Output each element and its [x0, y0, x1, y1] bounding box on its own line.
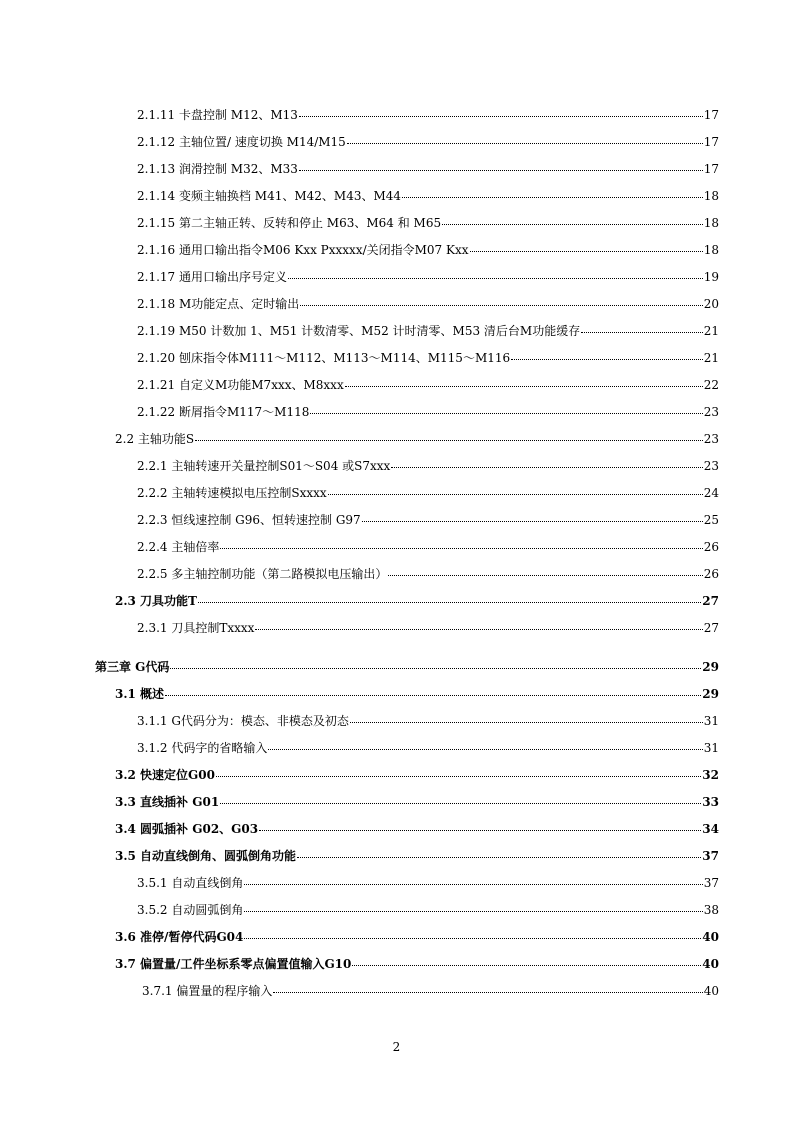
toc-entry-title: 3.2 快速定位G00 — [115, 768, 216, 782]
toc-entry[interactable] — [137, 484, 719, 502]
toc-entry[interactable] — [137, 349, 719, 367]
toc-entry-title: 2.1.22 断屑指令M117～M118 — [137, 405, 310, 419]
toc-entry-title: 3.1.1 G代码分为：模态、非模态及初态 — [137, 714, 349, 728]
toc-leader-dots — [299, 169, 703, 171]
toc-entry[interactable] — [115, 847, 719, 865]
toc-leader-dots — [288, 277, 703, 279]
toc-entry[interactable] — [137, 241, 719, 259]
toc-entry-page-number: 25 — [703, 513, 719, 527]
toc-entry-page-number: 24 — [703, 486, 719, 500]
toc-entry[interactable] — [115, 955, 719, 973]
toc-entry-title: 第三章 G代码 — [95, 660, 170, 674]
toc-entry-title: 3.1.2 代码字的省略输入 — [137, 741, 268, 755]
toc-entry[interactable] — [137, 160, 719, 178]
toc-entry[interactable] — [137, 457, 719, 475]
toc-entry[interactable] — [137, 376, 719, 394]
toc-leader-dots — [216, 775, 701, 777]
toc-leader-dots — [244, 883, 702, 885]
toc-entry-title: 3.3 直线插补 G01 — [115, 795, 220, 809]
toc-leader-dots — [350, 721, 703, 723]
toc-entry[interactable] — [115, 793, 719, 811]
toc-leader-dots — [297, 856, 701, 858]
toc-leader-dots — [273, 991, 702, 993]
toc-entry[interactable] — [137, 565, 719, 583]
toc-entry-title: 3.4 圆弧插补 G02、G03 — [115, 822, 259, 836]
toc-entry[interactable] — [137, 538, 719, 556]
toc-leader-dots — [170, 667, 701, 669]
toc-entry[interactable] — [137, 739, 719, 757]
toc-entry-page-number: 29 — [702, 687, 719, 701]
toc-entry-title: 2.1.14 变频主轴换档 M41、M42、M43、M44 — [137, 189, 402, 203]
toc-leader-dots — [244, 937, 701, 939]
toc-leader-dots — [268, 748, 702, 750]
toc-entry-title: 3.7 偏置量/工件坐标系零点偏置值输入G10 — [115, 957, 352, 971]
toc-entry-page-number: 38 — [703, 903, 719, 917]
toc-entry-page-number: 19 — [703, 270, 719, 284]
toc-leader-dots — [402, 196, 703, 198]
toc-leader-dots — [328, 493, 703, 495]
toc-leader-dots — [198, 601, 701, 603]
toc-entry-title: 3.1 概述 — [115, 687, 165, 701]
toc-entry-title: 3.6 准停/暂停代码G04 — [115, 930, 244, 944]
toc-leader-dots — [362, 520, 703, 522]
toc-entry[interactable] — [137, 106, 719, 124]
toc-entry-page-number: 33 — [702, 795, 719, 809]
toc-entry-page-number: 27 — [702, 594, 719, 608]
toc-entry-title: 2.1.15 第二主轴正转、反转和停止 M63、M64 和 M65 — [137, 216, 442, 230]
toc-entry-title: 2.1.21 自定义M功能M7xxx、M8xxx — [137, 378, 344, 392]
toc-entry-page-number: 31 — [703, 714, 719, 728]
toc-entry-page-number: 23 — [703, 432, 719, 446]
toc-entry-title: 2.2.5 多主轴控制功能（第二路模拟电压输出） — [137, 567, 388, 581]
toc-entry-title: 2.1.13 润滑控制 M32、M33 — [137, 162, 298, 176]
toc-entry-page-number: 27 — [703, 621, 719, 635]
toc-entry[interactable] — [137, 187, 719, 205]
toc-entry[interactable] — [115, 766, 719, 784]
toc-entry-page-number: 37 — [702, 849, 719, 863]
toc-entry[interactable] — [95, 658, 719, 676]
toc-entry-title: 3.7.1 偏置量的程序输入 — [142, 984, 273, 998]
toc-leader-dots — [259, 829, 701, 831]
toc-entry-page-number: 32 — [702, 768, 719, 782]
toc-entry[interactable] — [137, 214, 719, 232]
toc-entry-page-number: 21 — [703, 324, 719, 338]
toc-entry[interactable] — [137, 619, 719, 637]
toc-entry-page-number: 17 — [703, 108, 719, 122]
toc-entry[interactable] — [115, 430, 719, 448]
toc-entry-page-number: 29 — [702, 660, 719, 674]
toc-entry-title: 2.2.3 恒线速控制 G96、恒转速控制 G97 — [137, 513, 361, 527]
toc-entry-page-number: 21 — [703, 351, 719, 365]
toc-entry-page-number: 26 — [703, 540, 719, 554]
toc-entry-page-number: 23 — [703, 405, 719, 419]
toc-entry-title: 3.5 自动直线倒角、圆弧倒角功能 — [115, 849, 297, 863]
toc-leader-dots — [255, 628, 702, 630]
toc-leader-dots — [300, 304, 702, 306]
toc-entry-page-number: 40 — [702, 957, 719, 971]
toc-entry-title: 2.1.19 M50 计数加 1、M51 计数清零、M52 计时清零、M53 清后台M功能缓存 — [137, 324, 581, 338]
toc-entry-page-number: 23 — [703, 459, 719, 473]
toc-entry[interactable] — [137, 712, 719, 730]
toc-leader-dots — [220, 547, 702, 549]
toc-entry[interactable] — [137, 874, 719, 892]
toc-entry-title: 2.2 主轴功能S — [115, 432, 195, 446]
toc-entry[interactable] — [137, 268, 719, 286]
page-number: 2 — [392, 1040, 401, 1054]
toc-entry-page-number: 17 — [703, 135, 719, 149]
toc-entry-title: 2.2.1 主轴转速开关量控制S01～S04 或S7xxx — [137, 459, 391, 473]
toc-entry[interactable] — [142, 982, 719, 1000]
toc-leader-dots — [165, 694, 701, 696]
toc-entry-title: 2.1.20 刨床指令体M111～M112、M113～M114、M115～M116 — [137, 351, 511, 365]
toc-leader-dots — [299, 115, 703, 117]
toc-leader-dots — [195, 439, 703, 441]
toc-entry[interactable] — [137, 322, 719, 340]
toc-entry-page-number: 37 — [703, 876, 719, 890]
toc-entry[interactable] — [115, 592, 719, 610]
toc-entry[interactable] — [137, 133, 719, 151]
toc-leader-dots — [352, 964, 701, 966]
toc-entry-page-number: 31 — [703, 741, 719, 755]
toc-entry-title: 3.5.2 自动圆弧倒角 — [137, 903, 244, 917]
toc-entry[interactable] — [115, 928, 719, 946]
toc-leader-dots — [581, 331, 703, 333]
toc-leader-dots — [220, 802, 701, 804]
toc-leader-dots — [388, 574, 702, 576]
toc-entry-page-number: 18 — [703, 216, 719, 230]
toc-entry-page-number: 18 — [703, 189, 719, 203]
toc-leader-dots — [511, 358, 703, 360]
toc-entry-title: 3.5.1 自动直线倒角 — [137, 876, 244, 890]
toc-leader-dots — [345, 385, 703, 387]
toc-entry[interactable] — [115, 820, 719, 838]
toc-entry-page-number: 40 — [702, 930, 719, 944]
toc-entry-page-number: 40 — [703, 984, 719, 998]
toc-entry-title: 2.3 刀具功能T — [115, 594, 197, 608]
toc-entry[interactable] — [115, 685, 719, 703]
toc-entry-page-number: 26 — [703, 567, 719, 581]
toc-entry-page-number: 22 — [703, 378, 719, 392]
toc-leader-dots — [470, 250, 703, 252]
toc-leader-dots — [347, 142, 703, 144]
toc-entry-title: 2.1.11 卡盘控制 M12、M13 — [137, 108, 298, 122]
toc-entry[interactable] — [137, 901, 719, 919]
toc-entry-page-number: 20 — [703, 297, 719, 311]
toc-entry-title: 2.2.2 主轴转速模拟电压控制Sxxxx — [137, 486, 327, 500]
toc-entry-page-number: 34 — [702, 822, 719, 836]
toc-entry-title: 2.1.16 通用口输出指令M06 Kxx Pxxxxx/关闭指令M07 Kxx — [137, 243, 469, 257]
toc-entry[interactable] — [137, 403, 719, 421]
toc-entry-title: 2.1.12 主轴位置/ 速度切换 M14/M15 — [137, 135, 346, 149]
toc-entry-page-number: 18 — [703, 243, 719, 257]
toc-entry-title: 2.2.4 主轴倍率 — [137, 540, 220, 554]
toc-entry-title: 2.1.17 通用口输出序号定义 — [137, 270, 287, 284]
toc-leader-dots — [244, 910, 702, 912]
toc-entry-title: 2.1.18 M功能定点、定时输出 — [137, 297, 300, 311]
toc-leader-dots — [442, 223, 703, 225]
toc-leader-dots — [310, 412, 702, 414]
toc-leader-dots — [391, 466, 702, 468]
toc-entry-title: 2.3.1 刀具控制Txxxx — [137, 621, 255, 635]
toc-entry[interactable] — [137, 511, 719, 529]
toc-entry-page-number: 17 — [703, 162, 719, 176]
toc-entry[interactable] — [137, 295, 719, 313]
